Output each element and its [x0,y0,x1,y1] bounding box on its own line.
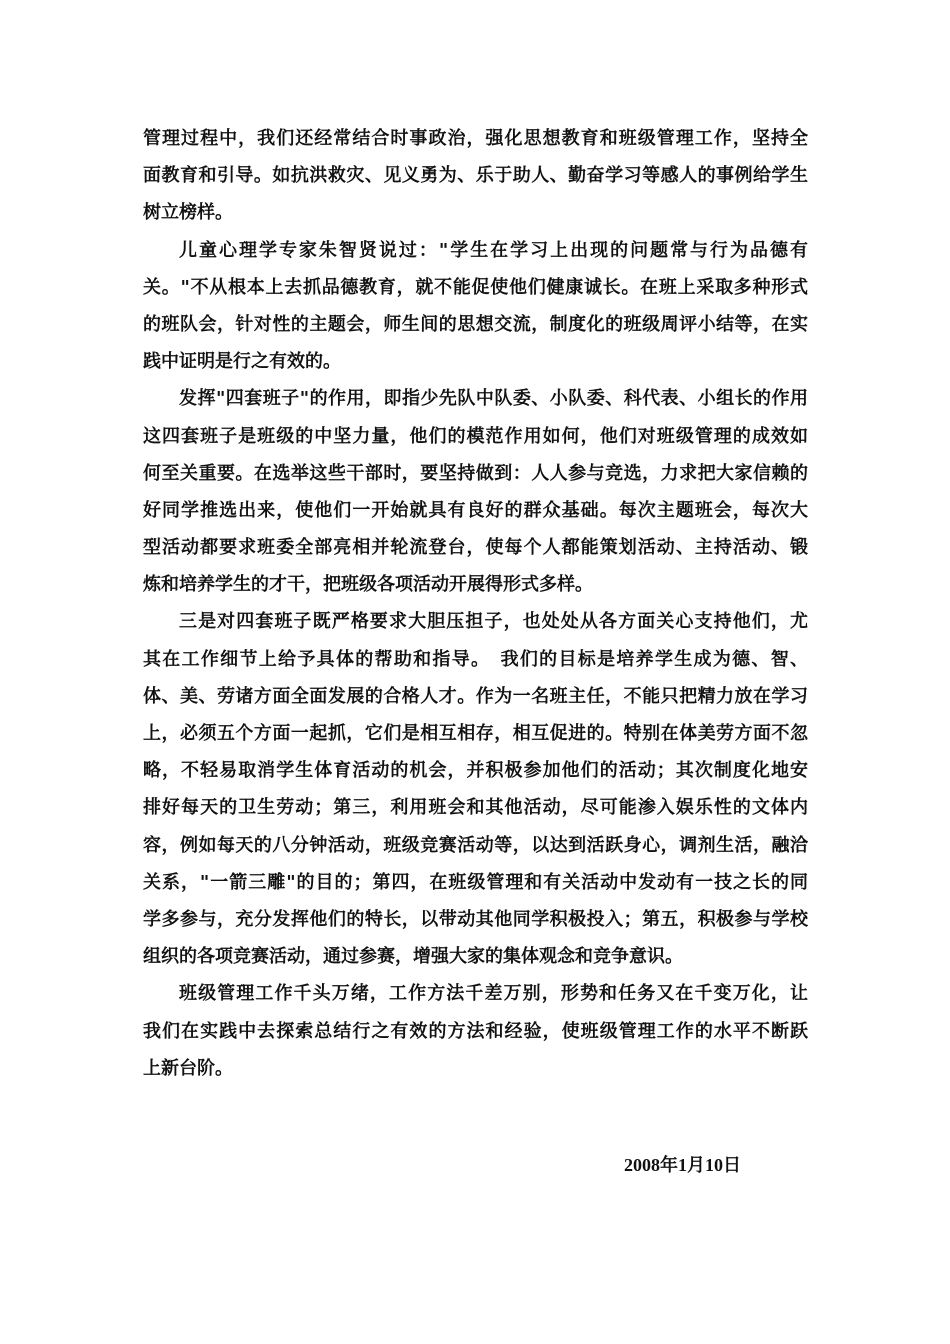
paragraph [143,232,808,381]
paragraph-line: 排好每天的卫生劳动；第三，利用班会和其他活动，尽可能渗入娱乐性的文体内 [143,797,808,819]
paragraph-line: 好同学推选出来，使他们一开始就具有良好的群众基础。每次主题班会，每次大 [143,499,808,521]
paragraph-line: 这四套班子是班级的中坚力量，他们的模范作用如何，他们对班级管理的成效如 [143,425,808,447]
paragraph-line: 儿童心理学专家朱智贤说过："学生在学习上出现的问题常与行为品德有 [179,239,808,261]
document-date: 2008年1月10日 [624,1155,741,1175]
paragraph-line: 我们在实践中去探索总结行之有效的方法和经验，使班级管理工作的水平不断跃 [143,1020,808,1042]
paragraph [143,603,808,975]
paragraph-line: 树立榜样。 [143,202,233,224]
paragraph-line: 管理过程中，我们还经常结合时事政治，强化思想教育和班级管理工作，坚持全 [143,128,808,149]
paragraph-line: 其在工作细节上给予具体的帮助和指导。 我们的目标是培养学生成为德、智、 [143,648,808,670]
paragraph-line: 组织的各项竞赛活动，通过参赛，增强大家的集体观念和竞争意识。 [143,946,683,968]
paragraph-line: 班级管理工作千头万绪，工作方法千差万别，形势和任务又在千变万化，让 [179,983,808,1005]
paragraph [143,975,808,1087]
paragraph-line: 型活动都要求班委全部亮相并轮流登台，使每个人都能策划活动、主持活动、锻 [143,537,808,559]
paragraph-line: 践中证明是行之有效的。 [143,351,341,373]
paragraph-line: 略，不轻易取消学生体育活动的机会，并积极参加他们的活动；其次制度化地安 [143,760,808,782]
paragraph-line: 发挥"四套班子"的作用，即指少先队中队委、小队委、科代表、小组长的作用 [179,388,808,410]
paragraph [143,380,808,603]
paragraph-line: 关系，"一箭三雕"的目的；第四，在班级管理和有关活动中发动有一技之长的同 [143,871,808,893]
paragraph-line: 上，必须五个方面一起抓，它们是相互相存，相互促进的。特别在体美劳方面不忽 [143,723,808,744]
paragraph-line: 三是对四套班子既严格要求大胆压担子，也处处从各方面关心支持他们，尤 [179,611,808,633]
paragraph-line: 面教育和引导。如抗洪救灾、见义勇为、乐于助人、勤奋学习等感人的事例给学生 [143,165,808,187]
paragraph-line: 关。"不从根本上去抓品德教育，就不能促使他们健康诚长。在班上采取多种形式 [143,276,808,298]
document-body [143,120,808,1087]
paragraph-line: 学多参与，充分发挥他们的特长，以带动其他同学积极投入；第五，积极参与学校 [143,908,808,930]
paragraph [143,120,808,232]
paragraph-line: 上新台阶。 [143,1057,233,1079]
paragraph-line: 体、美、劳诸方面全面发展的合格人才。作为一名班主任，不能只把精力放在学习 [143,685,808,707]
paragraph-line: 的班队会，针对性的主题会，师生间的思想交流，制度化的班级周评小结等，在实 [143,313,808,335]
paragraph-line: 容，例如每天的八分钟活动，班级竞赛活动等，以达到活跃身心，调剂生活，融洽 [143,834,808,856]
paragraph-line: 炼和培养学生的才干，把班级各项活动开展得形式多样。 [143,574,593,596]
paragraph-line: 何至关重要。在选举这些干部时，要坚持做到：人人参与竞选，力求把大家信赖的 [143,462,808,484]
